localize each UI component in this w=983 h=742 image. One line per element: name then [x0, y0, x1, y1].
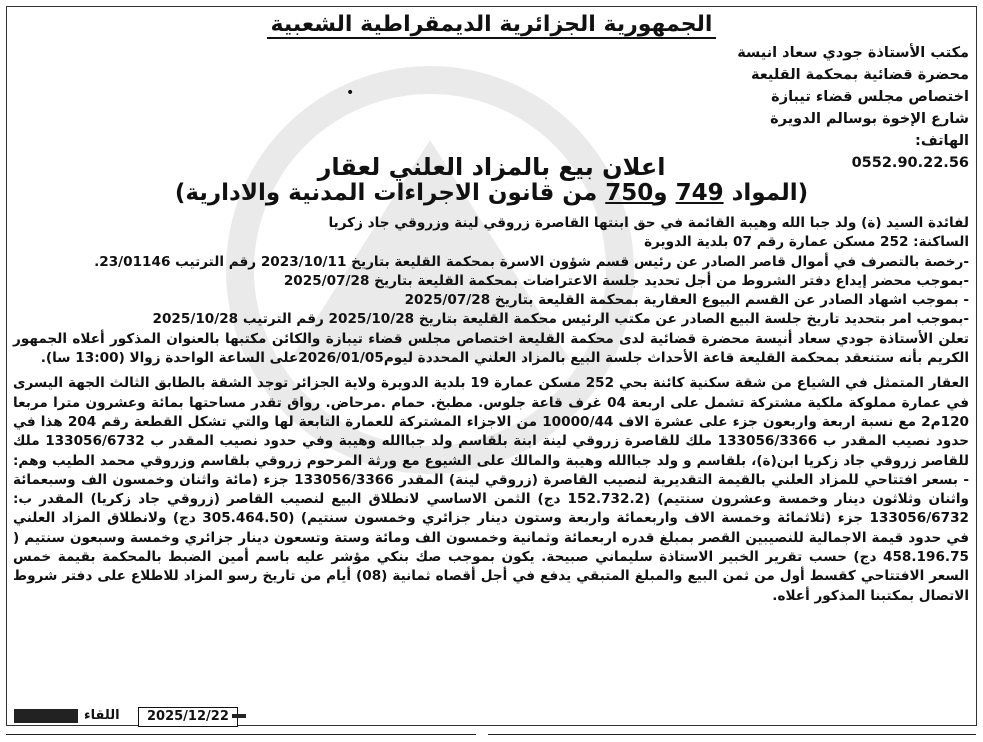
office-role: محضرة قضائية بمحكمة القليعة — [750, 67, 969, 83]
bottom-rule-left — [6, 734, 476, 735]
article-749: 749 — [675, 180, 724, 206]
conditions-paragraph: -بموجب محضر إيداع دفتر الشروط من أجل تحديد جلسة الاعتراضات بمحكمة القليعة بتاريخ 2025/07/28 — [283, 272, 969, 289]
office-jurisdiction: اختصاص مجلس قضاء تيبازة — [771, 89, 969, 105]
beneficiary-paragraph: لفائدة السيد (ة) ولد جبا الله وهيبة القائمة في حق ابنتها القاصرة زروقي لينة وزروقي جاد زكريا — [328, 215, 969, 231]
residence-paragraph: الساكنة: 252 مسكن عمارة رقم 07 بلدية الدويرة — [644, 234, 969, 251]
republic-title-text: الجمهورية الجزائرية الديمقراطية الشعبية — [267, 12, 717, 39]
bottom-rule-right — [488, 734, 976, 735]
notice-footer — [0, 707, 983, 725]
office-address: شارع الإخوة بوسالم الدويرة — [770, 111, 969, 127]
footer-bar-right — [232, 714, 246, 718]
publication-date: 2025/12/22 — [138, 707, 238, 727]
office-phone-row — [609, 130, 969, 152]
office-name: مكتب الأستاذة جودي سعاد انيسة — [737, 45, 969, 61]
certificate-paragraph: - بموجب اشهاد الصادر عن القسم البيوع العقارية بمحكمة القليعة بتاريخ 2025/07/28 — [404, 292, 969, 309]
order-paragraph: -بموجب امر بتحديد تاريخ جلسة البيع الصادر عن مكتب الرئيس محكمة القليعة بتاريخ 2025/10/28 رقم الترتيب 2025/10/28 — [152, 311, 969, 328]
announcement-paragraph: تعلن الأستاذة جودي سعاد أنيسة محضرة قضائية لدى محكمة القليعة اختصاص مجلس قضاء تيبازة والكائن مكتبها بالعنوان المذكور أعلاه الجمهور الكريم بأنه ستنعقد بمحكمة القليعة قاعة الأحداث جلسة البيع بالمزاد العلني المحددة ليوم2026/01/05على الساعة الواحدة زوالا (13:00 سا). — [13, 330, 969, 367]
publication-name: اللقاء — [84, 708, 120, 723]
notice-heading: اعلان بيع بالمزاد العلني لعقار — [317, 153, 666, 181]
property-paragraph: العقار المتمثل في الشياع من شقة سكنية كائنة بحي 252 مسكن عمارة 19 بلدية الدويرة ولاية الجزائر توجد الشقة بالطابق الثالث الجهة اليسرى في عمارة مملوكة ملكية مشتركة تشمل على اربعة 04 غرف قاعة جلوس. مطبخ. حمام .مرحاض. رواق تقدر مساحتها بمائة وعشرون مترا مربعا 120م2 مع نسبة اربعة واربعون جزء على عشرة الاف 10000/44 من الاجزاء المشتركة للعمارة التابعة لها والتي تشكل القطعة رقم 204 هذا في حدود نصيب المقدر ب 133056/3366 ملك للقاصرة زروقي لينة ابنة بلقاسم ولد جباالله وهيبة وفي حدود نصيب المقدر ب 133056/6732 ملك للقاصر زروقي جاد زكريا ابن(ة)، بلقاسم و ولد جباالله وهيبة والمالك على الشيوع مع ورثة المرحوم زروقي بلقاسم وزروقي محمد الطيب وهم: - بسعر افتتاحي للمزاد العلني بالقيمة التقديرية لنصيب القاصرة (زروقي لينة) المقدر 133056/3366 جزء (مائة واثنان وخمسون الف وسبعمائة واثنان وثلاثون دينار وخمسة وعشرون سنتيم) (152.732.2 دج) الثمن الاساسي لانطلاق البيع لنصيب القاصر (زروقي جاد زكريا) المقدر ب: 133056/6732 جزء (ثلاثمائة وخمسة الاف واربعمائة واربعة وستون دينار جزائري وخمسون سنتيم) (305.464.50 دج) ولانطلاق المزاد العلني في حدود قيمة الاجمالية للنصيبين القصر بمبلغ قدره اربعمائة وثمانية وخمسون الف ومائة وستة وتسعون دينار جزائري وخمسة وسبعون سنتيم ( 458.196.75 دج) حسب تقرير الخبير الاستاذة سليماني صبيحة. يكون بموجب صك بنكي مؤشر عليه باسم أمين الضبط بالمحكمة بقيمة خمس السعر الافتتاحي كقسط أول من ثمن البيع والمبلغ المتبقي يدفع في أجل أقصاه ثمانية (08) أيام من تاريخ رسو المزاد للاطلاع على دفتر شروط الاتصال بمكتبنا المذكور أعلاه. — [13, 375, 970, 604]
subheading-and: و — [653, 180, 676, 206]
bottom-rules — [0, 730, 983, 742]
subheading-prefix: (المواد — [723, 180, 809, 206]
subheading-suffix: من قانون الاجراءات المدنية والادارية) — [174, 180, 606, 206]
article-750: 750 — [605, 180, 654, 206]
republic-title — [0, 12, 983, 37]
stray-dot: • — [346, 85, 355, 101]
footer-bar-left — [14, 709, 78, 723]
notice-body — [13, 214, 969, 606]
phone-number: 0552.90.22.56 — [851, 155, 969, 171]
notice-subheading — [0, 180, 983, 206]
phone-label: الهاتف: — [915, 133, 969, 149]
authorization-paragraph: -رخصة بالتصرف في أموال قاصر الصادر عن رئيس قسم شؤون الاسرة بمحكمة القليعة بتاريخ 2023/10/11 رقم الترتيب 23/01146. — [94, 253, 969, 270]
